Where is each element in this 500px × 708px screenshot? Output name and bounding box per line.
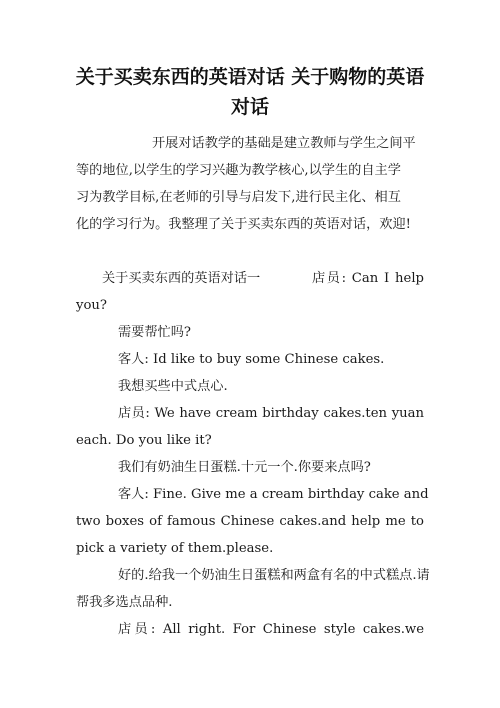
intro-line-2: 等的地位,以学生的学习兴趣为教学核心,以学生的自主学 [76, 163, 401, 178]
dialogue-line-9: 客人: Fine. Give me a cream birthday cake and [118, 487, 429, 502]
dialogue-line-7: each. Do you like it? [76, 433, 212, 448]
dialogue-line-11: pick a variety of them.please. [76, 541, 274, 556]
dialogue-line-13: 帮我多选点品种. [76, 595, 173, 610]
dialogue-heading: 关于买卖东西的英语对话一 [102, 271, 261, 286]
title-line-1: 关于买卖东西的英语对话 关于购物的英语 [75, 66, 425, 88]
title-line-2: 对话 [230, 96, 269, 118]
intro-line-1: 开展对话教学的基础是建立教师与学生之间平 [152, 136, 416, 151]
document-title [60, 62, 440, 122]
dialogue-line-14: 店员: All right. For Chinese style cakes.we [118, 622, 424, 637]
dialogue-line-2: you? [76, 298, 107, 313]
dialogue-line-1: 店员: Can I help [312, 271, 424, 286]
dialogue-line-5: 我想买些中式点心. [118, 379, 228, 394]
dialogue-line-12: 好的.给我一个奶油生日蛋糕和两盒有名的中式糕点.请 [118, 568, 430, 583]
dialogue-line-4: 客人: Id like to buy some Chinese cakes. [118, 352, 385, 367]
dialogue-line-8: 我们有奶油生日蛋糕.十元一个.你要来点吗? [118, 460, 371, 475]
dialogue-line-10: two boxes of famous Chinese cakes.and help me to [76, 514, 424, 529]
dialogue-line-3: 需要帮忙吗? [118, 325, 192, 340]
intro-line-3: 习为教学目标,在老师的引导与启发下,进行民主化、相互 [76, 190, 401, 205]
dialogue-line-6: 店员: We have cream birthday cakes.ten yuan [118, 406, 424, 421]
intro-line-4: 化的学习行为。我整理了关于买卖东西的英语对话，欢迎! [76, 217, 411, 232]
